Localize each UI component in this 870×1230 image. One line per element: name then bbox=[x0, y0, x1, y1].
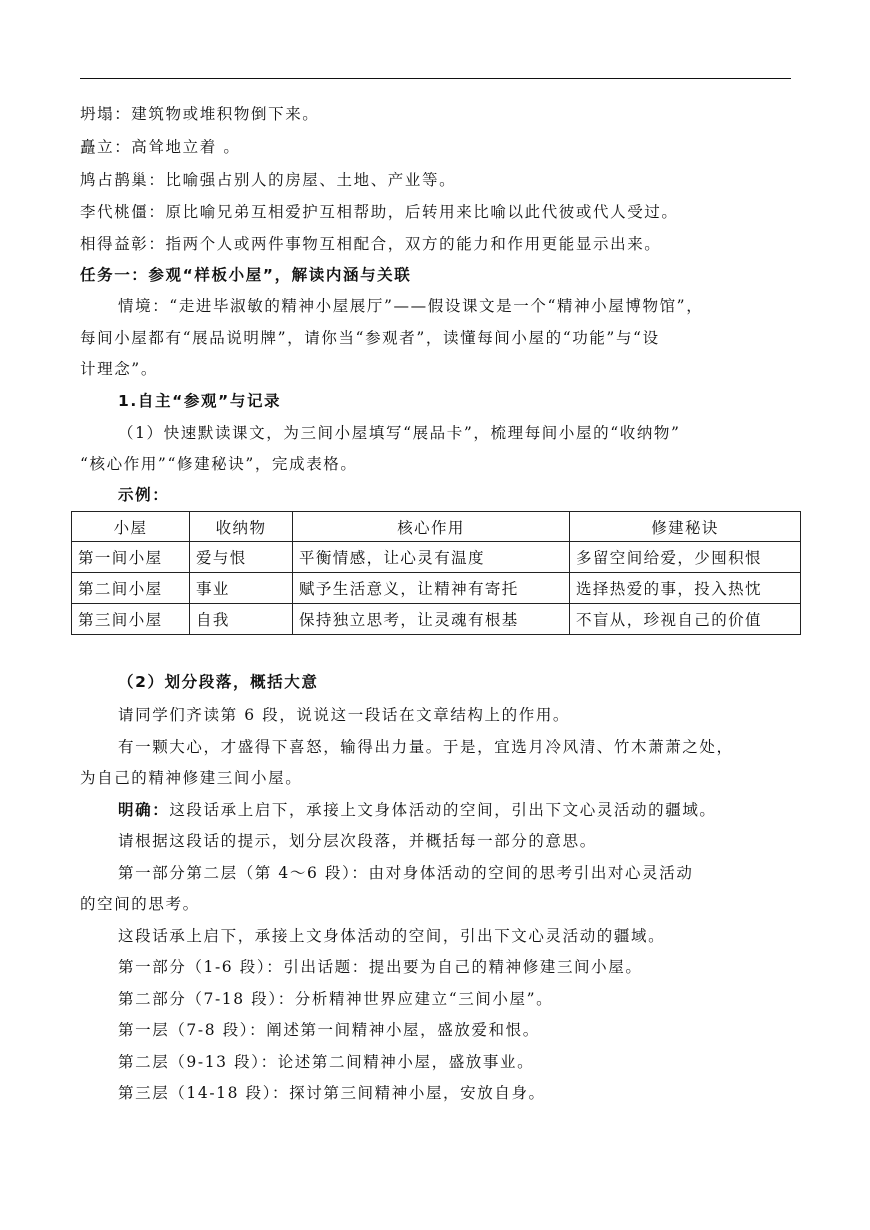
clarify-text: 这段话承上启下，承接上文身体活动的空间，引出下文心灵活动的疆域。 bbox=[169, 801, 717, 819]
quote-line: 为自己的精神修建三间小屋。 bbox=[80, 769, 303, 787]
outline-line: 第一部分（1-6 段）：引出话题：提出要为自己的精神修建三间小屋。 bbox=[118, 958, 643, 976]
outline-line: 第二层（9-13 段）：论述第二间精神小屋，盛放事业。 bbox=[118, 1053, 535, 1071]
instruction: 请根据这段话的提示，划分层次段落，并概括每一部分的意思。 bbox=[118, 832, 597, 850]
situation-line: 情境：“走进毕淑敏的精神小屋展厅”——假设课文是一个“精神小屋博物馆”， bbox=[118, 297, 704, 315]
definition-line: 矗立：高耸地立着 。 bbox=[80, 138, 241, 156]
part1-layer2-line: 的空间的思考。 bbox=[80, 895, 200, 913]
step1-text: “核心作用”“修建秘诀”，完成表格。 bbox=[80, 455, 358, 473]
situation-line: 每间小屋都有“展品说明牌”，请你当“参观者”，读懂每间小屋的“功能”与“设 bbox=[80, 329, 660, 347]
table-cell: 第二间小屋 bbox=[72, 573, 190, 604]
table-cell: 第一间小屋 bbox=[72, 542, 190, 573]
table-header-cell: 小屋 bbox=[72, 512, 190, 542]
table-header-cell: 修建秘诀 bbox=[570, 512, 801, 542]
step1-title: 1.自主“参观”与记录 bbox=[118, 392, 282, 410]
table-cell: 保持独立思考，让灵魂有根基 bbox=[293, 604, 570, 635]
definition-line: 相得益彰：指两个人或两件事物互相配合，双方的能力和作用更能显示出来。 bbox=[80, 235, 662, 253]
definition-line: 鸠占鹊巢：比喻强占别人的房屋、土地、产业等。 bbox=[80, 171, 457, 189]
table-row bbox=[72, 542, 801, 573]
outline-line: 第三层（14-18 段）：探讨第三间精神小屋，安放自身。 bbox=[118, 1084, 546, 1102]
table-cell: 不盲从，珍视自己的价值 bbox=[570, 604, 801, 635]
table-cell: 选择热爱的事，投入热忱 bbox=[570, 573, 801, 604]
outline-line: 第一层（7-8 段）：阐述第一间精神小屋，盛放爱和恨。 bbox=[118, 1021, 540, 1039]
table-cell: 自我 bbox=[190, 604, 293, 635]
part1-layer2-line: 第一部分第二层（第 4～6 段）：由对身体活动的空间的思考引出对心灵活动 bbox=[118, 864, 694, 882]
step1-text: （1）快速默读课文，为三间小屋填写“展品卡”，梳理每间小屋的“收纳物” bbox=[118, 424, 681, 442]
definition-line: 李代桃僵：原比喻兄弟互相爱护互相帮助，后转用来比喻以此代彼或代人受过。 bbox=[80, 203, 679, 221]
table-header-row bbox=[72, 512, 801, 542]
table-row bbox=[72, 604, 801, 635]
table-cell: 第三间小屋 bbox=[72, 604, 190, 635]
table-row bbox=[72, 573, 801, 604]
table-cell: 多留空间给爱，少囤积恨 bbox=[570, 542, 801, 573]
table-header-cell: 核心作用 bbox=[293, 512, 570, 542]
clarify-line bbox=[118, 800, 717, 820]
header-rule bbox=[80, 78, 791, 79]
table-header-cell: 收纳物 bbox=[190, 512, 293, 542]
situation-line: 计理念”。 bbox=[80, 360, 158, 378]
table-cell: 平衡情感，让心灵有温度 bbox=[293, 542, 570, 573]
clarify-label: 明确： bbox=[118, 801, 170, 819]
table-cell: 赋予生活意义，让精神有寄托 bbox=[293, 573, 570, 604]
table-cell: 爱与恨 bbox=[190, 542, 293, 573]
definition-line: 坍塌：建筑物或堆积物倒下来。 bbox=[80, 105, 320, 123]
repeat-text: 这段话承上启下，承接上文身体活动的空间，引出下文心灵活动的疆域。 bbox=[118, 927, 666, 945]
cabin-table bbox=[71, 511, 801, 635]
step2-prompt: 请同学们齐读第 6 段，说说这一段话在文章结构上的作用。 bbox=[118, 706, 571, 724]
quote-line: 有一颗大心，才盛得下喜怒，输得出力量。于是，宜选月冷风清、竹木萧萧之处， bbox=[118, 738, 734, 756]
table-cell: 事业 bbox=[190, 573, 293, 604]
outline-line: 第二部分（7-18 段）：分析精神世界应建立“三间小屋”。 bbox=[118, 990, 554, 1008]
step2-title: （2）划分段落，概括大意 bbox=[118, 673, 319, 691]
example-label: 示例： bbox=[118, 486, 170, 504]
task-title: 任务一：参观“样板小屋”，解读内涵与关联 bbox=[80, 266, 412, 284]
